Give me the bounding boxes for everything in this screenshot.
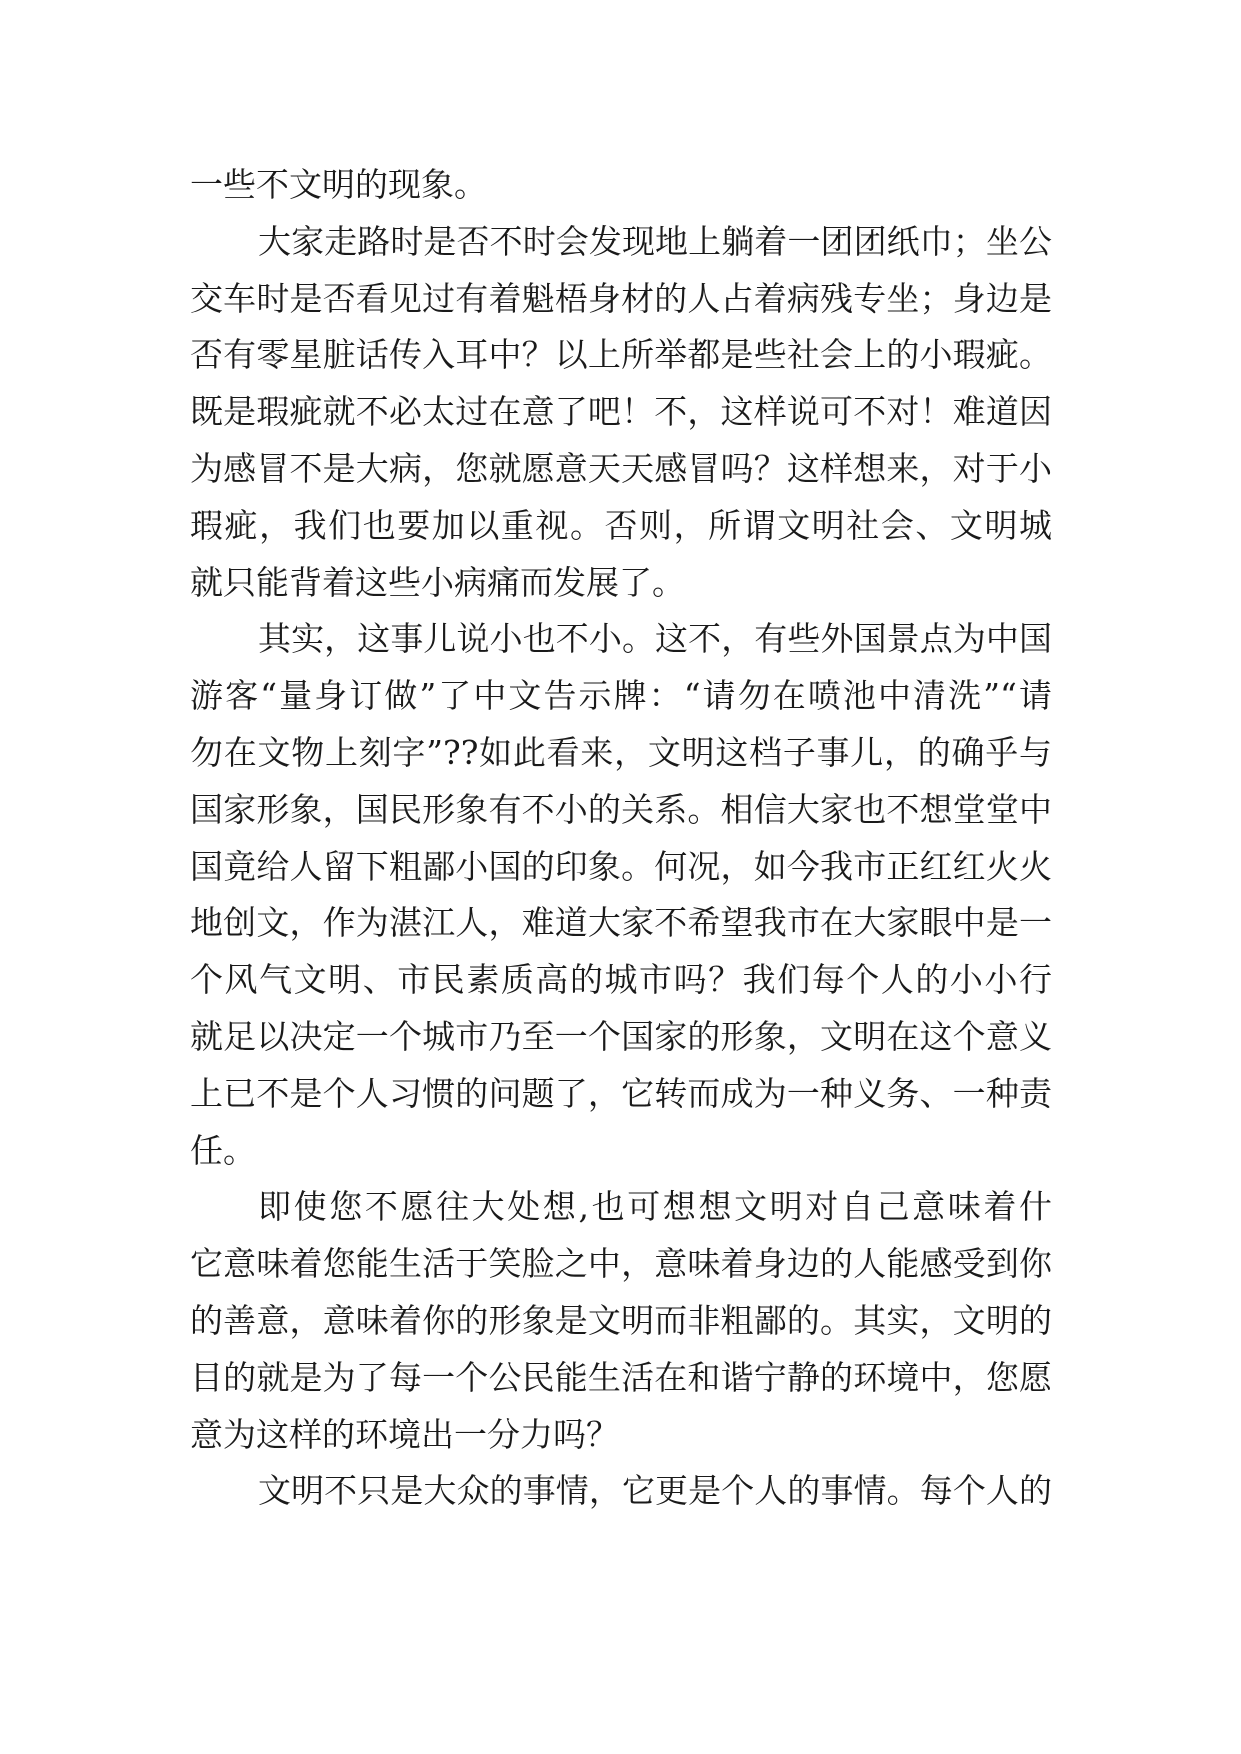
text-line: 即使您不愿往大处想,也可想想文明对自己意味着什 xyxy=(258,1187,1052,1227)
text-line: 交车时是否看见过有着魁梧身材的人占着病残专坐；身边是 xyxy=(190,278,1052,318)
paragraph xyxy=(190,611,1052,1179)
paragraph xyxy=(190,214,1052,612)
paragraph xyxy=(190,1179,1052,1463)
text-line: 意为这样的环境出一分力吗？ xyxy=(190,1414,619,1454)
text-line: 地创文，作为湛江人，难道大家不希望我市在大家眼中是一 xyxy=(190,903,1052,943)
text-line: 其实，这事儿说小也不小。这不，有些外国景点为中国 xyxy=(258,619,1052,659)
text-line: 的善意，意味着你的形象是文明而非粗鄙的。其实，文明的 xyxy=(190,1300,1052,1340)
text-line: 文明不只是大众的事情，它更是个人的事情。每个人的 xyxy=(258,1471,1052,1511)
text-line: 否有零星脏话传入耳中？以上所举都是些社会上的小瑕疵。 xyxy=(190,335,1052,375)
text-line: 就足以决定一个城市乃至一个国家的形象，文明在这个意义 xyxy=(190,1016,1052,1056)
text-line: 个风气文明、市民素质高的城市吗？我们每个人的小小行 xyxy=(190,960,1052,1000)
text-line: 一些不文明的现象。 xyxy=(190,165,487,204)
text-line: 它意味着您能生活于笑脸之中，意味着身边的人能感受到你 xyxy=(190,1244,1052,1284)
text-line: 大家走路时是否不时会发现地上躺着一团团纸巾；坐公 xyxy=(258,221,1052,261)
text-line: 瑕疵，我们也要加以重视。否则，所谓文明社会、文明城 xyxy=(190,505,1052,545)
text-line: 上已不是个人习惯的问题了，它转而成为一种义务、一种责 xyxy=(190,1073,1052,1113)
text-line: 游客“量身订做”了中文告示牌：“请勿在喷池中清洗”“请 xyxy=(190,676,1052,716)
text-line: 就只能背着这些小病痛而发展了。 xyxy=(190,562,685,602)
text-line: 目的就是为了每一个公民能生活在和谐宁静的环境中，您愿 xyxy=(190,1357,1052,1397)
paragraph xyxy=(190,157,1052,214)
paragraph xyxy=(190,1463,1052,1520)
text-line: 任。 xyxy=(190,1130,256,1170)
text-line: 国竟给人留下粗鄙小国的印象。何况，如今我市正红红火火 xyxy=(190,846,1052,886)
text-line: 勿在文物上刻字”??如此看来，文明这档子事儿，的确乎与 xyxy=(190,732,1052,772)
text-line: 既是瑕疵就不必太过在意了吧！不，这样说可不对！难道因 xyxy=(190,392,1052,432)
text-line: 国家形象，国民形象有不小的关系。相信大家也不想堂堂中 xyxy=(190,789,1052,829)
document-body xyxy=(190,157,1052,1520)
text-line: 为感冒不是大病，您就愿意天天感冒吗？这样想来，对于小 xyxy=(190,448,1052,488)
